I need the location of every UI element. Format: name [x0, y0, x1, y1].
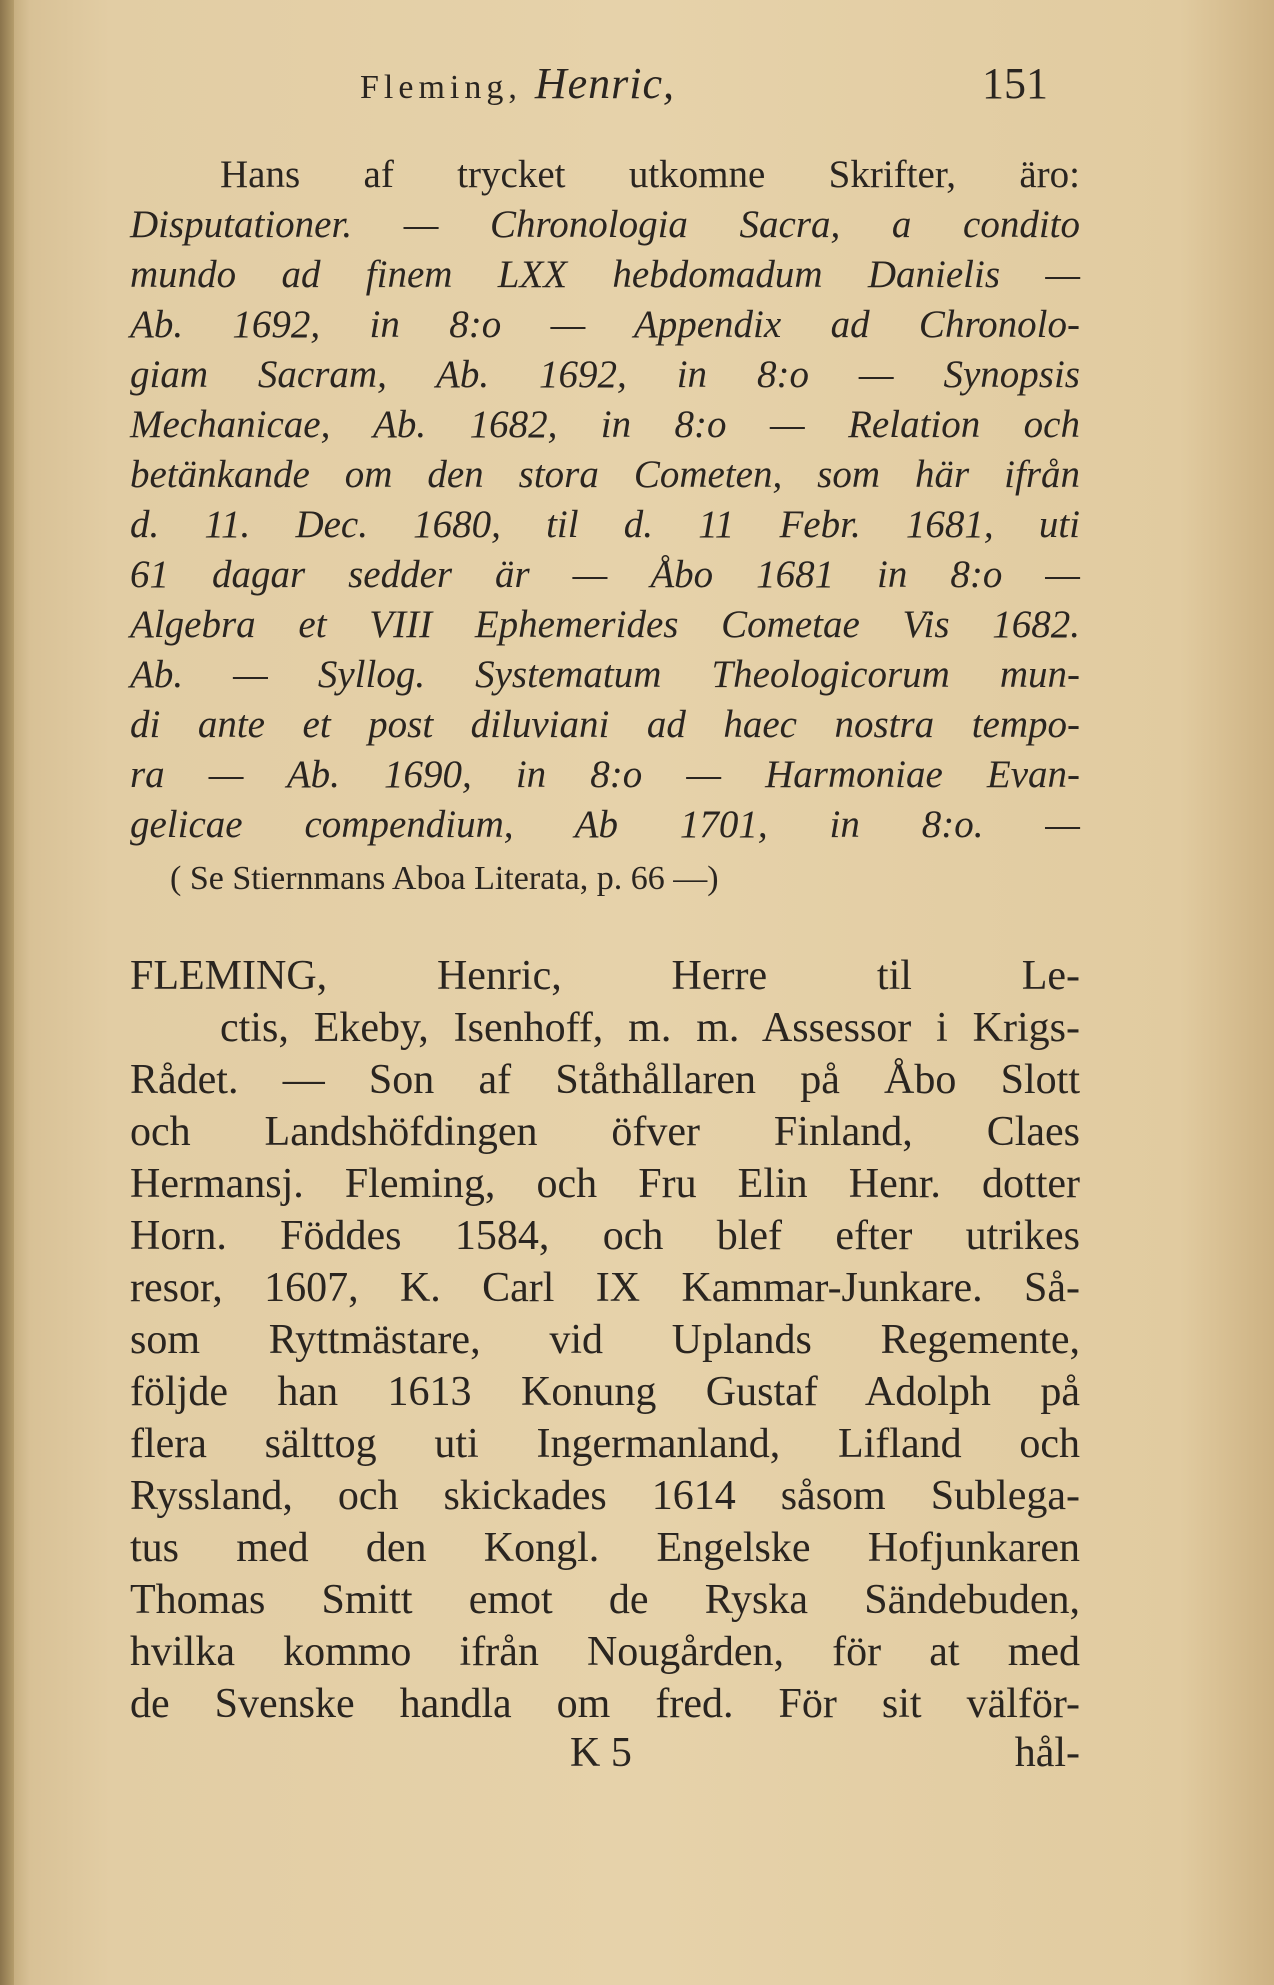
page-footer: [130, 1726, 1080, 1780]
entry-heading-line: FLEMING, Henric, Herre til Le-: [130, 953, 1080, 999]
text-line: d. 11. Dec. 1680, til d. 11 Febr. 1681, uti: [130, 503, 1080, 546]
text-line: Mechanicae, Ab. 1682, in 8:o — Relation och: [130, 403, 1080, 446]
text-line: de Svenske handla om fred. För sit välför-: [130, 1681, 1080, 1727]
text-line: Algebra et VIII Ephemerides Cometae Vis 1682.: [130, 603, 1080, 646]
text-line: Rådet. — Son af Ståthållaren på Åbo Slott: [130, 1057, 1080, 1103]
text-line: följde han 1613 Konung Gustaf Adolph på: [130, 1369, 1080, 1415]
text-line: Disputationer. — Chronologia Sacra, a condito: [130, 203, 1080, 246]
signature-mark: K 5: [570, 1730, 632, 1776]
text-line: gelicae compendium, Ab 1701, in 8:o. —: [130, 803, 1080, 846]
text-line: flera sälttog uti Ingermanland, Lifland och: [130, 1421, 1080, 1467]
text-line: som Ryttmästare, vid Uplands Regemente,: [130, 1317, 1080, 1363]
source-note: ( Se Stiernmans Aboa Literata, p. 66 —): [170, 860, 719, 897]
page-number: 151: [982, 59, 1048, 108]
running-head: [360, 58, 675, 109]
text-line: ra — Ab. 1690, in 8:o — Harmoniae Evan-: [130, 753, 1080, 796]
running-head-forename: Henric,: [534, 59, 676, 108]
text-line: hvilka kommo ifrån Nougården, för at med: [130, 1629, 1080, 1675]
text-line: Thomas Smitt emot de Ryska Sändebuden,: [130, 1577, 1080, 1623]
text-line: 61 dagar sedder är — Åbo 1681 in 8:o —: [130, 553, 1080, 596]
page-header: [360, 58, 1080, 118]
text-line: och Landshöfdingen öfver Finland, Claes: [130, 1109, 1080, 1155]
text-line: betänkande om den stora Cometen, som här ifrån: [130, 453, 1080, 496]
page-gutter-shadow: [0, 0, 14, 1985]
text-line: resor, 1607, K. Carl IX Kammar-Junkare. Så-: [130, 1265, 1080, 1311]
text-line: Hans af trycket utkomne Skrifter, äro:: [220, 153, 1080, 196]
text-line: Ab. — Syllog. Systematum Theologicorum mun-: [130, 653, 1080, 696]
text-line: Ryssland, och skickades 1614 såsom Sublega-: [130, 1473, 1080, 1519]
text-line: giam Sacram, Ab. 1692, in 8:o — Synopsis: [130, 353, 1080, 396]
text-line: ctis, Ekeby, Isenhoff, m. m. Assessor i Krigs-: [220, 1005, 1080, 1051]
text-line: Hermansj. Fleming, och Fru Elin Henr. dotter: [130, 1161, 1080, 1207]
writings-paragraph: [130, 150, 1080, 908]
text-line: tus med den Kongl. Engelske Hofjunkaren: [130, 1525, 1080, 1571]
text-line: mundo ad finem LXX hebdomadum Danielis —: [130, 253, 1080, 296]
text-line: di ante et post diluviani ad haec nostra tempo-: [130, 703, 1080, 746]
catchword: hål-: [1014, 1730, 1080, 1776]
running-head-surname: Fleming,: [360, 69, 522, 106]
biography-entry: [130, 950, 1080, 1730]
text-line: Ab. 1692, in 8:o — Appendix ad Chronolo-: [130, 303, 1080, 346]
text-line: Horn. Föddes 1584, och blef efter utrikes: [130, 1213, 1080, 1259]
